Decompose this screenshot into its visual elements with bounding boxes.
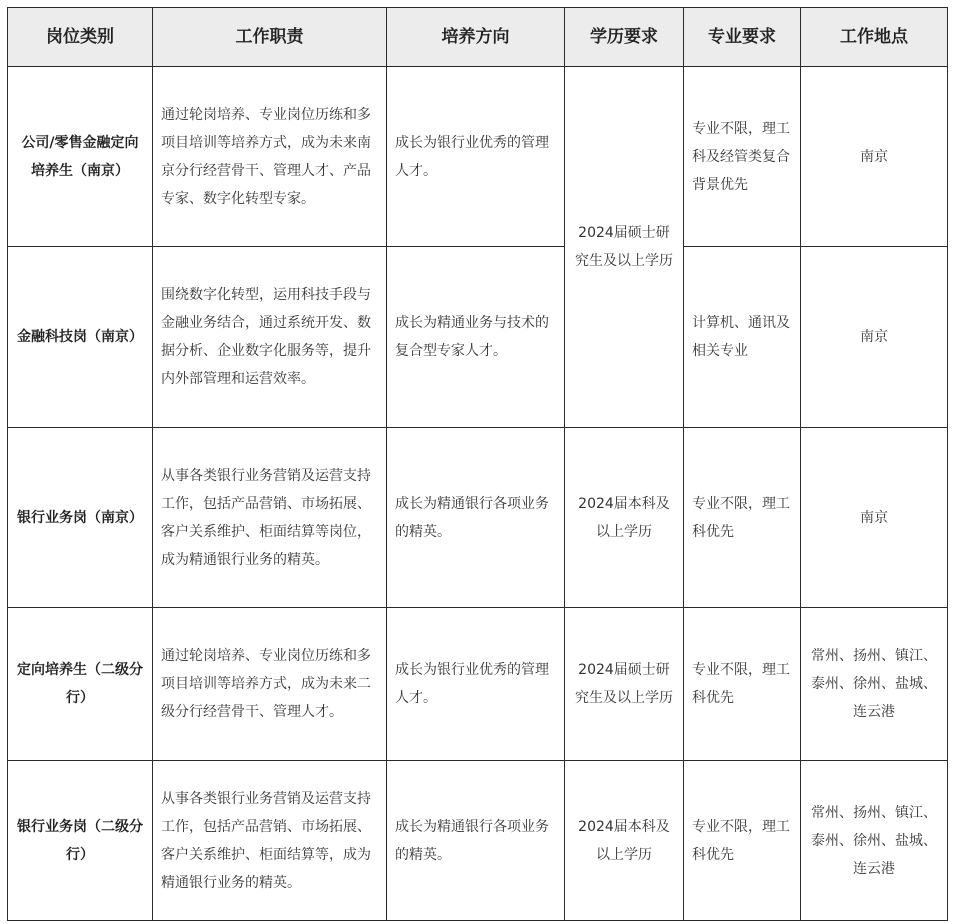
cell-education: 2024届硕士研究生及以上学历 (565, 608, 684, 761)
cell-duty: 从事各类银行业务营销及运营支持工作，包括产品营销、市场拓展、客户关系维护、柜面结算等岗位，成为精通银行业务的精英。 (153, 428, 387, 608)
cell-location: 南京 (801, 247, 948, 428)
cell-education: 2024届硕士研究生及以上学历 (565, 67, 684, 428)
cell-duty: 通过轮岗培养、专业岗位历练和多项目培训等培养方式，成为未来南京分行经营骨干、管理人才、产品专家、数字化转型专家。 (153, 67, 387, 247)
header-major: 专业要求 (684, 8, 801, 67)
cell-direction: 成长为银行业优秀的管理人才。 (387, 67, 565, 247)
table-row (8, 428, 948, 608)
cell-major: 计算机、通讯及相关专业 (684, 247, 801, 428)
cell-duty: 通过轮岗培养、专业岗位历练和多项目培训等培养方式，成为未来二级分行经营骨干、管理人才。 (153, 608, 387, 761)
cell-duty: 从事各类银行业务营销及运营支持工作，包括产品营销、市场拓展、客户关系维护、柜面结算等，成为精通银行业务的精英。 (153, 761, 387, 921)
header-direction: 培养方向 (387, 8, 565, 67)
table-row (8, 761, 948, 921)
header-category: 岗位类别 (8, 8, 153, 67)
table-header-row (8, 8, 948, 67)
cell-duty: 围绕数字化转型，运用科技手段与金融业务结合，通过系统开发、数据分析、企业数字化服务等，提升内外部管理和运营效率。 (153, 247, 387, 428)
cell-major: 专业不限，理工科优先 (684, 428, 801, 608)
cell-major: 专业不限，理工科优先 (684, 761, 801, 921)
cell-direction: 成长为精通银行各项业务的精英。 (387, 761, 565, 921)
cell-category: 银行业务岗（二级分行） (8, 761, 153, 921)
cell-category: 定向培养生（二级分行） (8, 608, 153, 761)
cell-location: 常州、扬州、镇江、泰州、徐州、盐城、连云港 (801, 761, 948, 921)
cell-education: 2024届本科及以上学历 (565, 761, 684, 921)
cell-direction: 成长为精通业务与技术的复合型专家人才。 (387, 247, 565, 428)
cell-location: 南京 (801, 428, 948, 608)
job-positions-table (7, 7, 948, 921)
header-education: 学历要求 (565, 8, 684, 67)
cell-major: 专业不限，理工科及经管类复合背景优先 (684, 67, 801, 247)
cell-location: 南京 (801, 67, 948, 247)
table-row (8, 67, 948, 247)
header-location: 工作地点 (801, 8, 948, 67)
cell-major: 专业不限，理工科优先 (684, 608, 801, 761)
cell-location: 常州、扬州、镇江、泰州、徐州、盐城、连云港 (801, 608, 948, 761)
cell-direction: 成长为银行业优秀的管理人才。 (387, 608, 565, 761)
cell-education: 2024届本科及以上学历 (565, 428, 684, 608)
header-duty: 工作职责 (153, 8, 387, 67)
table-row (8, 608, 948, 761)
cell-category: 银行业务岗（南京） (8, 428, 153, 608)
cell-category: 公司/零售金融定向培养生（南京） (8, 67, 153, 247)
table-row (8, 247, 948, 428)
cell-direction: 成长为精通银行各项业务的精英。 (387, 428, 565, 608)
cell-category: 金融科技岗（南京） (8, 247, 153, 428)
